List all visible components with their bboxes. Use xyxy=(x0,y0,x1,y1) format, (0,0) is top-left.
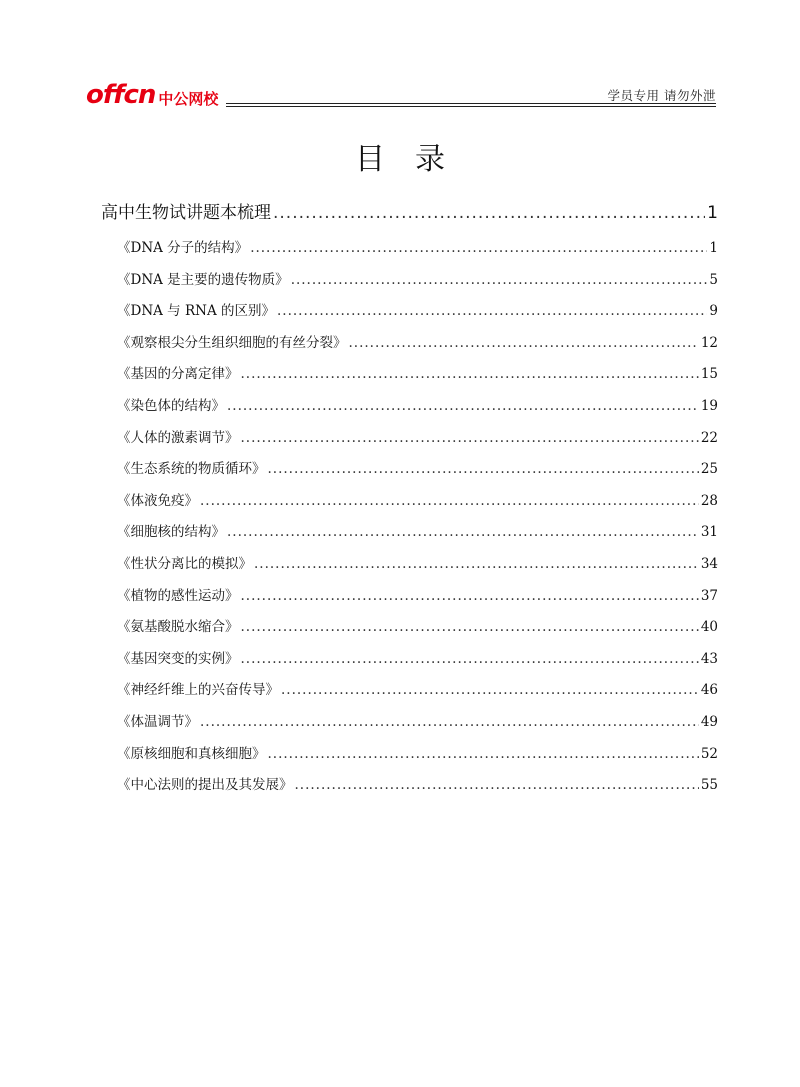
toc-leader-dots xyxy=(241,366,699,382)
toc-item[interactable] xyxy=(117,678,718,710)
toc-item-label: 《DNA 是主要的遗传物质》 xyxy=(117,271,289,288)
toc-item[interactable] xyxy=(117,426,718,458)
toc-leader-dots xyxy=(349,335,699,351)
toc-item-page: 15 xyxy=(700,366,718,383)
toc-item[interactable] xyxy=(117,742,718,774)
toc-item[interactable] xyxy=(117,710,718,742)
toc-item-label: 《基因的分离定律》 xyxy=(117,366,239,383)
toc-item[interactable] xyxy=(117,615,718,647)
toc-item-page: 28 xyxy=(700,492,718,509)
header-notice: 学员专用 请勿外泄 xyxy=(607,88,716,103)
toc-item[interactable] xyxy=(117,520,718,552)
toc-leader-dots xyxy=(241,651,699,667)
toc-leader-dots xyxy=(254,556,699,572)
toc-item-page: 55 xyxy=(700,777,718,794)
toc-leader-dots xyxy=(200,714,699,730)
toc-item[interactable] xyxy=(117,647,718,679)
toc-item-label: 《DNA 分子的结构》 xyxy=(117,240,249,256)
toc-item[interactable] xyxy=(117,331,718,363)
toc-leader-dots xyxy=(268,746,699,762)
toc-item-page: 52 xyxy=(700,745,718,762)
toc-item-page: 37 xyxy=(700,587,718,604)
toc-item[interactable] xyxy=(117,394,718,426)
toc-leader-dots xyxy=(241,588,699,604)
toc-item-label: 《体液免疫》 xyxy=(117,492,198,509)
logo-text: 中公网校 xyxy=(158,90,219,108)
toc-item-label: 《植物的感性运动》 xyxy=(117,587,239,604)
toc-item-label: 《细胞核的结构》 xyxy=(117,524,225,541)
offcn-logo xyxy=(86,78,218,108)
toc-item-page: 9 xyxy=(709,303,718,320)
toc-item-label: 《性状分离比的模拟》 xyxy=(117,555,252,572)
toc-leader-dots xyxy=(200,493,699,509)
toc-main-page: 1 xyxy=(707,203,718,223)
toc-item-page: 22 xyxy=(700,429,718,446)
toc-item[interactable] xyxy=(117,299,718,331)
toc-item[interactable] xyxy=(117,236,718,268)
toc-leader-dots xyxy=(250,240,707,256)
toc-item-page: 46 xyxy=(700,682,718,699)
toc-item[interactable] xyxy=(117,457,718,489)
toc-item[interactable] xyxy=(117,552,718,584)
header-rule-secondary xyxy=(226,106,716,107)
toc-leader-dots xyxy=(295,777,699,793)
toc-leader-dots xyxy=(241,619,699,635)
toc-item-page: 31 xyxy=(700,524,718,541)
toc-item-page: 43 xyxy=(700,650,718,667)
toc-item[interactable] xyxy=(117,489,718,521)
toc-main-entry[interactable] xyxy=(101,198,718,223)
toc-item-label: 《氨基酸脱水缩合》 xyxy=(117,619,239,636)
toc-leader-dots xyxy=(268,461,699,477)
toc-main-label: 高中生物试讲题本梳理 xyxy=(101,203,271,223)
toc-item-page: 49 xyxy=(700,713,718,730)
toc-item-label: 《原核细胞和真核细胞》 xyxy=(117,745,266,762)
toc-item-label: 《人体的激素调节》 xyxy=(117,429,239,446)
toc-list xyxy=(117,236,718,805)
toc-item-label: 《体温调节》 xyxy=(117,713,198,730)
toc-item-page: 1 xyxy=(709,240,718,256)
toc-leader-dots xyxy=(273,203,705,223)
toc-item-label: 《中心法则的提出及其发展》 xyxy=(117,777,293,794)
toc-item[interactable] xyxy=(117,773,718,805)
toc-item-label: 《生态系统的物质循环》 xyxy=(117,461,266,478)
toc-item[interactable] xyxy=(117,362,718,394)
toc-item-page: 12 xyxy=(700,334,718,351)
toc-leader-dots xyxy=(227,524,699,540)
page-title: 目录 xyxy=(355,142,475,177)
toc-item-label: 《DNA 与 RNA 的区别》 xyxy=(117,303,275,320)
toc-item-label: 《神经纤维上的兴奋传导》 xyxy=(117,682,279,699)
toc-leader-dots xyxy=(291,272,708,288)
toc-leader-dots xyxy=(277,303,707,319)
toc-item-page: 34 xyxy=(700,555,718,572)
toc-item-label: 《基因突变的实例》 xyxy=(117,650,239,667)
toc-item-page: 25 xyxy=(700,461,718,478)
toc-item-page: 40 xyxy=(700,619,718,636)
toc-item[interactable] xyxy=(117,584,718,616)
toc-item[interactable] xyxy=(117,268,718,300)
toc-leader-dots xyxy=(281,682,699,698)
toc-leader-dots xyxy=(241,430,699,446)
page-header xyxy=(86,78,716,108)
toc-item-label: 《染色体的结构》 xyxy=(117,397,225,414)
logo-mark: offcn xyxy=(86,80,156,110)
toc-item-label: 《观察根尖分生组织细胞的有丝分裂》 xyxy=(117,334,347,351)
toc-leader-dots xyxy=(227,398,699,414)
toc-item-page: 19 xyxy=(700,397,718,414)
toc-item-page: 5 xyxy=(709,271,718,288)
